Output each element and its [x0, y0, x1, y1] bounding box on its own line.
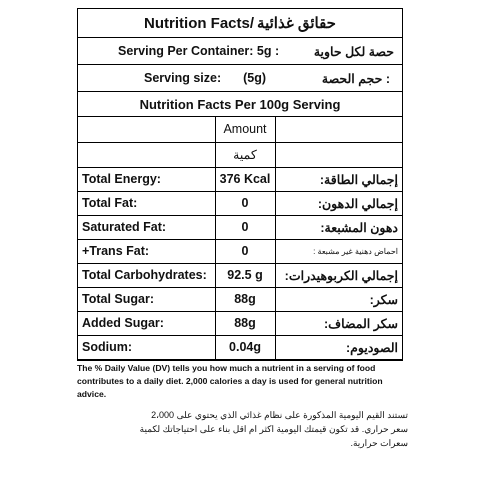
serving-size-ar: حجم الحصة :	[321, 71, 390, 86]
serving-size-en: Serving size:	[144, 71, 222, 85]
nutrient-name-en: Total Energy:	[78, 167, 215, 191]
table-row	[78, 287, 402, 311]
nutrient-name-ar: سكر:	[275, 287, 402, 311]
nutrient-amount: 88g	[215, 311, 275, 335]
daily-value-note-ar: تستند القيم اليومية المذكورة على نظام غذائي الذي يحتوي على 2،000 سعر حراري. قد تكون قيمتك اليومية اكثر ام اقل بناء على احتياجاتك لكمية سعرات حرارية.	[139, 410, 408, 448]
nutrient-name-ar: احماض دهنية غير مشبعة :	[275, 239, 402, 263]
table-row	[78, 263, 402, 287]
nutrient-amount: 92.5 g	[215, 263, 275, 287]
table-row	[78, 142, 402, 167]
nutrient-amount: 88g	[215, 287, 275, 311]
table-row	[78, 191, 402, 215]
nutrition-label	[77, 8, 403, 361]
amount-header-en: Amount	[215, 117, 275, 142]
serving-per-container-en: Serving Per Container: 5g :	[118, 44, 280, 58]
table-row	[78, 335, 402, 359]
table-row	[78, 311, 402, 335]
nutrient-amount: 376 Kcal	[215, 167, 275, 191]
nutrient-amount: 0	[215, 191, 275, 215]
daily-value-note-en: The % Daily Value (DV) tells you how much a nutrient in a serving of food contributes to a daily diet. 2,000 calories a day is used for general nutrition advice.	[77, 363, 383, 399]
nutrient-amount: 0	[215, 215, 275, 239]
nutrient-name-ar: دهون المشبعة:	[275, 215, 402, 239]
nutrient-name-en: Total Carbohydrates:	[78, 263, 215, 287]
nutrient-amount: 0	[215, 239, 275, 263]
nutrient-name-en: Saturated Fat:	[78, 215, 215, 239]
nutrient-name-en: Added Sugar:	[78, 311, 215, 335]
per-100g-heading: Nutrition Facts Per 100g Serving	[78, 92, 402, 117]
serving-per-container-ar: حصة لكل حاوية	[313, 44, 394, 59]
table-row	[78, 117, 402, 142]
nutrient-name-ar: إجمالي الطاقة:	[275, 167, 402, 191]
nutrient-name-ar: سكر المضاف:	[275, 311, 402, 335]
serving-per-container-row	[78, 38, 402, 65]
nutrient-amount: 0.04g	[215, 335, 275, 359]
table-row	[78, 239, 402, 263]
table-row	[78, 167, 402, 191]
title-ar: حقائق غذائية	[257, 15, 336, 32]
nutrient-name-ar: الصوديوم:	[275, 335, 402, 359]
amount-header-ar: كمية	[215, 142, 275, 167]
nutrient-name-en: +Trans Fat:	[78, 239, 215, 263]
title-en: Nutrition Facts/	[144, 14, 255, 32]
table-row	[78, 215, 402, 239]
nutrient-name-ar: إجمالي الكربوهيدرات:	[275, 263, 402, 287]
nutrient-name-en: Total Fat:	[78, 191, 215, 215]
serving-size-value: (5g)	[243, 71, 267, 85]
nutrient-name-en: Sodium:	[78, 335, 215, 359]
label-header	[78, 9, 402, 38]
nutrient-table	[78, 117, 402, 360]
nutrient-name-en: Total Sugar:	[78, 287, 215, 311]
nutrient-name-ar: إجمالي الدهون:	[275, 191, 402, 215]
serving-size-row	[78, 65, 402, 92]
